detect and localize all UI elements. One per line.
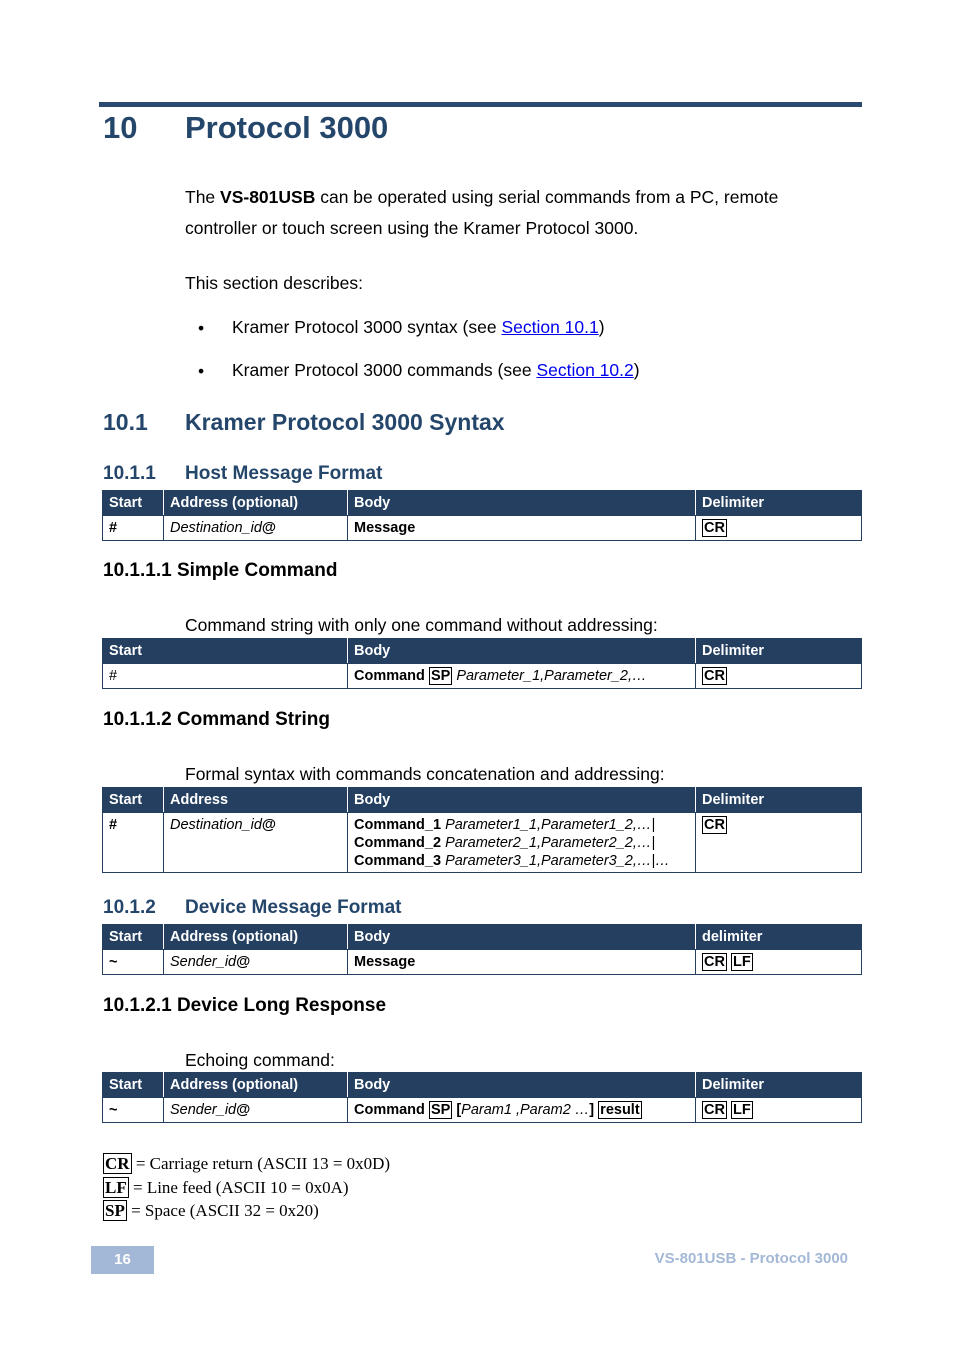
start-cell: # xyxy=(103,813,164,873)
host-message-table xyxy=(102,490,862,541)
bullet-text: Kramer Protocol 3000 commands (see xyxy=(232,360,537,380)
header-address: Address (optional) xyxy=(164,1073,348,1098)
header-delimiter: Delimiter xyxy=(696,491,862,516)
bullet-item xyxy=(232,360,640,381)
command-token: Command_1 xyxy=(354,817,442,833)
address-cell xyxy=(164,1098,348,1123)
cr-token: CR xyxy=(704,954,725,970)
legend-text: = Carriage return (ASCII 13 = 0x0D) xyxy=(131,1154,391,1173)
intro-pre: The xyxy=(185,187,221,207)
delimiter-cell xyxy=(696,1098,862,1123)
start-cell: # xyxy=(103,516,164,541)
result-token: result xyxy=(600,1102,640,1118)
long-response-intro: Echoing command: xyxy=(185,1050,335,1070)
header-body: Body xyxy=(348,788,696,813)
bullet-close: ) xyxy=(633,360,640,380)
simple-command-table xyxy=(102,638,862,689)
footer-title: VS-801USB - Protocol 3000 xyxy=(654,1250,848,1267)
header-start: Start xyxy=(103,639,348,664)
header-body: Body xyxy=(348,639,696,664)
open-bracket: [ xyxy=(456,1102,462,1118)
legend-cr xyxy=(103,1154,390,1174)
delimiter-cell xyxy=(696,664,862,689)
cr-token: CR xyxy=(704,1102,725,1118)
start-cell: # xyxy=(103,664,348,689)
lf-token: LF xyxy=(732,1102,751,1118)
command-token: Command xyxy=(354,1102,425,1118)
params-text: Parameter3_1,Parameter3_2,…|… xyxy=(445,853,670,869)
header-start: Start xyxy=(103,491,164,516)
delimiter-cell xyxy=(696,813,862,873)
header-delimiter: Delimiter xyxy=(696,788,862,813)
command-string-heading: 10.1.1.2 Command String xyxy=(103,709,331,730)
bullet-icon: • xyxy=(198,318,205,338)
sp-token: SP xyxy=(430,668,451,684)
command-line xyxy=(354,834,689,852)
intro-paragraph xyxy=(185,182,845,244)
command-token: Command xyxy=(354,668,425,684)
header-delimiter: Delimiter xyxy=(696,1073,862,1098)
legend-lf xyxy=(103,1178,349,1198)
command-line xyxy=(354,852,689,870)
subsection-title: Device Message Format xyxy=(185,897,402,918)
intro-post: can be operated using serial commands from a PC, remote controller or touch screen using the Kramer Protocol 3000. xyxy=(185,187,779,238)
product-name: VS-801USB xyxy=(220,187,316,207)
section-title: Kramer Protocol 3000 Syntax xyxy=(185,409,505,435)
command-line xyxy=(354,816,689,834)
table-row xyxy=(103,516,862,541)
simple-command-heading: 10.1.1.1 Simple Command xyxy=(103,560,338,581)
body-cell: Message xyxy=(348,950,696,975)
device-message-table xyxy=(102,924,862,975)
table-row xyxy=(103,813,862,873)
address-cell xyxy=(164,516,348,541)
cr-token: CR xyxy=(704,668,725,684)
params-text: Param1 ,Param2 … xyxy=(461,1102,590,1118)
delimiter-cell xyxy=(696,950,862,975)
params-text: Parameter_1,Parameter_2,… xyxy=(456,668,647,684)
chapter-rule xyxy=(99,102,862,107)
long-response-heading: 10.1.2.1 Device Long Response xyxy=(103,995,387,1016)
subsection-number: 10.1.1 xyxy=(103,463,156,484)
cr-token: CR xyxy=(704,817,725,833)
params-text: Parameter2_1,Parameter2_2,…| xyxy=(445,835,656,851)
header-body: Body xyxy=(348,491,696,516)
simple-command-intro: Command string with only one command without addressing: xyxy=(185,615,658,635)
bullet-close: ) xyxy=(598,317,605,337)
section-10-1-link[interactable]: Section 10.1 xyxy=(501,317,599,337)
header-delimiter: delimiter xyxy=(696,925,862,950)
legend-key: SP xyxy=(105,1201,125,1220)
command-token: Command_3 xyxy=(354,853,442,869)
page-number: 16 xyxy=(91,1246,154,1274)
command-string-intro: Formal syntax with commands concatenation and addressing: xyxy=(185,764,665,784)
legend-key: CR xyxy=(105,1154,130,1173)
at-sign: @ xyxy=(236,954,251,970)
table-row xyxy=(103,664,862,689)
subsection-number: 10.1.2 xyxy=(103,897,156,918)
table-row xyxy=(103,1098,862,1123)
legend-text: = Line feed (ASCII 10 = 0x0A) xyxy=(128,1178,349,1197)
chapter-number: 10 xyxy=(103,110,138,145)
start-cell: ~ xyxy=(103,950,164,975)
header-start: Start xyxy=(103,925,164,950)
long-response-table xyxy=(102,1072,862,1123)
legend-text: = Space (ASCII 32 = 0x20) xyxy=(126,1201,319,1220)
params-text: Parameter1_1,Parameter1_2,…| xyxy=(445,817,656,833)
header-address: Address (optional) xyxy=(164,491,348,516)
at-sign: @ xyxy=(261,817,277,833)
describes-text: This section describes: xyxy=(185,273,363,293)
header-start: Start xyxy=(103,788,164,813)
subsection-title: Host Message Format xyxy=(185,463,383,484)
command-token: Command_2 xyxy=(354,835,442,851)
bullet-item xyxy=(232,317,605,338)
address-value: Sender_id xyxy=(170,954,237,970)
legend-sp xyxy=(103,1201,319,1221)
at-sign: @ xyxy=(236,1102,251,1118)
address-value: Destination_id xyxy=(170,520,262,536)
body-cell xyxy=(348,664,696,689)
header-address: Address (optional) xyxy=(164,925,348,950)
table-row xyxy=(103,950,862,975)
body-cell xyxy=(348,1098,696,1123)
body-cell xyxy=(348,813,696,873)
section-number: 10.1 xyxy=(103,409,148,435)
delimiter-cell xyxy=(696,516,862,541)
header-address: Address xyxy=(164,788,348,813)
header-body: Body xyxy=(348,1073,696,1098)
address-value: Destination_id xyxy=(170,817,262,833)
command-string-table xyxy=(102,787,862,873)
section-10-2-link[interactable]: Section 10.2 xyxy=(536,360,634,380)
chapter-title: Protocol 3000 xyxy=(185,110,389,145)
close-bracket: ] xyxy=(589,1102,595,1118)
address-cell xyxy=(164,813,348,873)
header-body: Body xyxy=(348,925,696,950)
header-start: Start xyxy=(103,1073,164,1098)
header-delimiter: Delimiter xyxy=(696,639,862,664)
bullet-text: Kramer Protocol 3000 syntax (see xyxy=(232,317,502,337)
at-sign: @ xyxy=(261,520,277,536)
cr-token: CR xyxy=(704,520,725,536)
start-cell: ~ xyxy=(103,1098,164,1123)
body-cell: Message xyxy=(348,516,696,541)
legend-key: LF xyxy=(105,1178,127,1197)
sp-token: SP xyxy=(430,1102,451,1118)
address-cell xyxy=(164,950,348,975)
lf-token: LF xyxy=(732,954,751,970)
bullet-icon: • xyxy=(198,361,205,381)
address-value: Sender_id xyxy=(170,1102,237,1118)
